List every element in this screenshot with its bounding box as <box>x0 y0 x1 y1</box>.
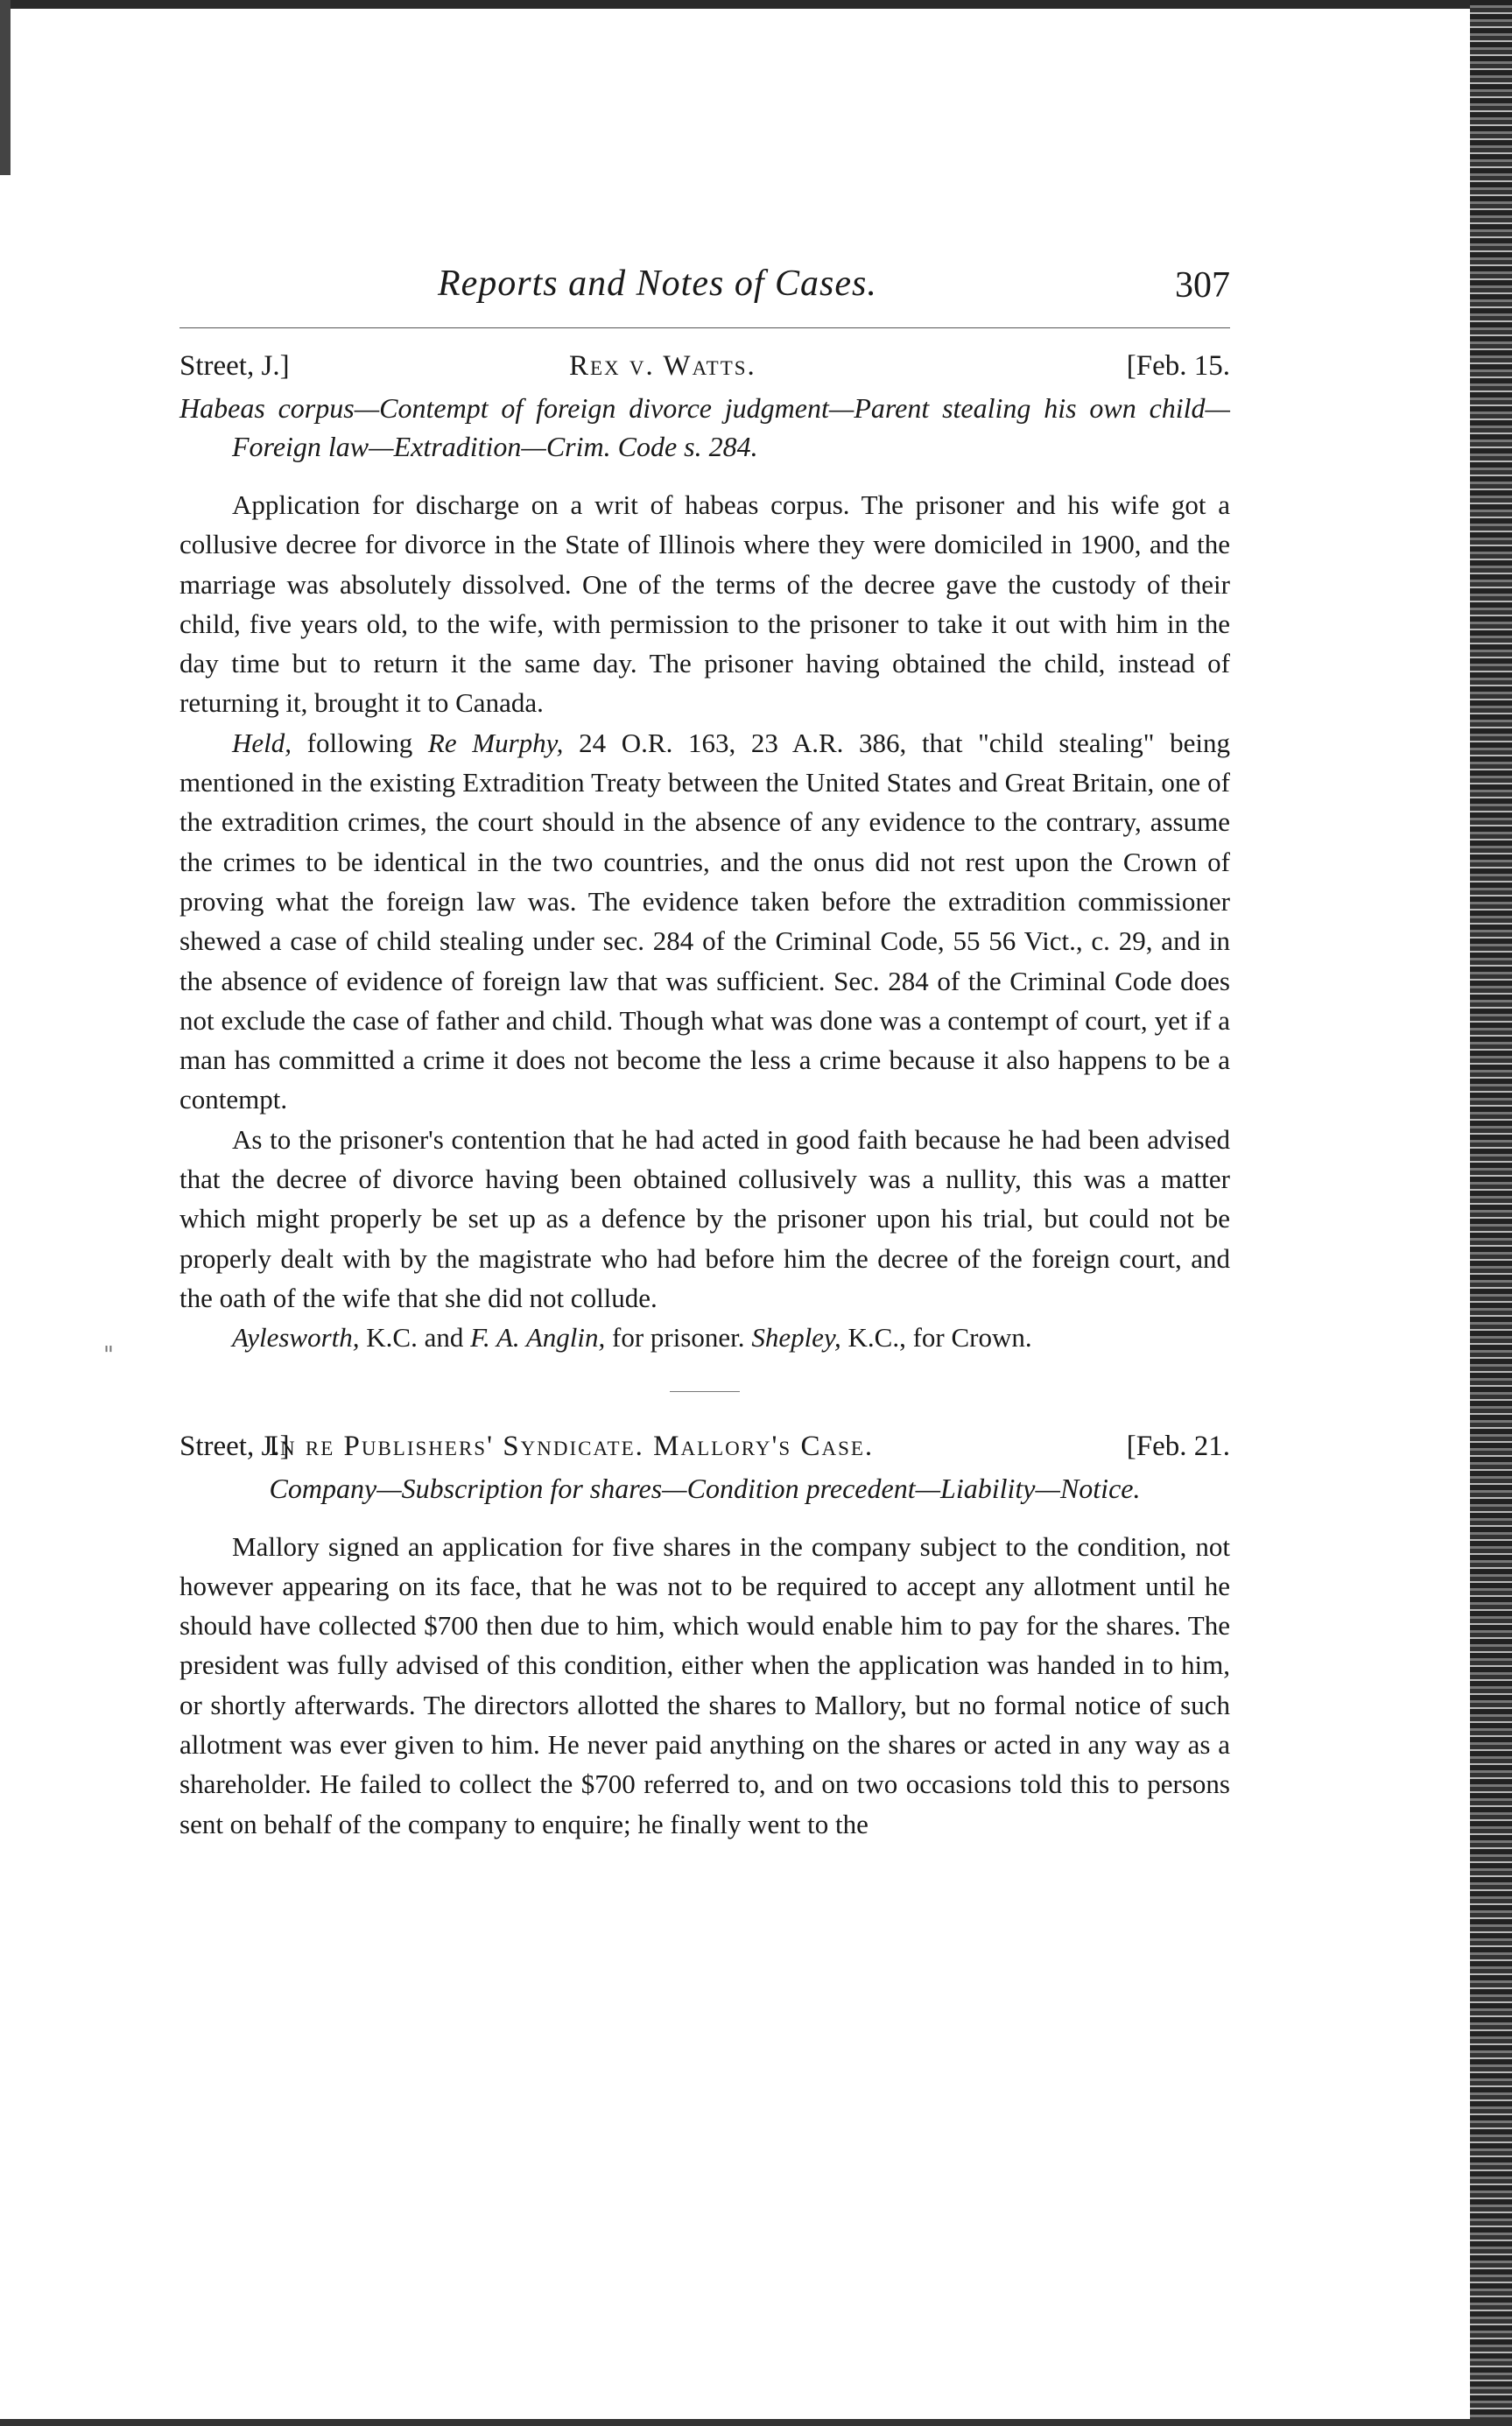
case-headnote: Habeas corpus—Contempt of foreign divorce judgment—Parent stealing his own child—Foreign law—Extradition—Crim. Code s. 284. <box>179 392 1230 462</box>
case-line <box>179 1424 1230 1469</box>
case-rex-v-watts <box>179 343 1230 1358</box>
case-title: In re Publishers' Syndicate. Mallory's Case. <box>269 1430 875 1462</box>
cited-case: Re Murphy, <box>427 727 564 758</box>
running-title: Reports and Notes of Cases. <box>438 264 877 304</box>
counsel-name: Aylesworth, <box>232 1322 360 1354</box>
counsel-text: for prisoner. <box>605 1322 752 1354</box>
held-following: following <box>292 727 428 758</box>
scan-border-bottom <box>0 2419 1512 2426</box>
case-date: [Feb. 15. <box>1126 350 1230 382</box>
held-word: Held, <box>232 727 292 758</box>
section-divider <box>670 1391 740 1392</box>
head-rule <box>179 327 1230 328</box>
case-judge: Street, J.] <box>179 1430 290 1462</box>
paragraph: As to the prisoner's contention that he had acted in good faith because he had been advised that the decree of divorce having been obtained collusively was a nullity, this was a matter which might properly be set up as a defence by the prisoner upon his trial, but could not be properly dealt with by the magistrate who had before him the decree of the foreign court, and the oath of the wife that she did not collude. <box>179 1123 1230 1313</box>
case-title: Rex v. Watts. <box>569 350 756 382</box>
scan-border-top <box>0 0 1512 9</box>
case-headnote: Company—Subscription for shares—Condition precedent—Liability—Notice. <box>269 1472 1141 1504</box>
margin-mark: " <box>103 1342 114 1368</box>
scan-border-right <box>1470 0 1512 2426</box>
counsel-name: F. A. Anglin, <box>470 1322 606 1354</box>
case-date: [Feb. 21. <box>1126 1430 1230 1462</box>
counsel-name: Shepley, <box>751 1322 841 1354</box>
counsel-text: K.C., for Crown. <box>840 1322 1032 1354</box>
held-text: 24 O.R. 163, 23 A.R. 386, that "child stealing" being mentioned in the existing Extradition Treaty between the United States and Great Britain, one of the extradition crimes, the court should in the absence of any evidence to the contrary, assume the crimes to be identical in the two countries, and the onus did not rest upon the Crown of proving what the foreign law was. The evidence taken before the extradition commissioner shewed a case of child stealing under sec. 284 of the Criminal Code, 55 56 Vict., c. 29, and in the absence of evidence of foreign law that was sufficient. Sec. 284 of the Criminal Code does not exclude the case of father and child. Though what was done was a contempt of court, yet if a man has committed a crime it does not become the less a crime because it also happens to be a contempt. <box>179 727 1230 1115</box>
counsel-text: K.C. and <box>359 1322 471 1354</box>
case-body <box>179 485 1230 1358</box>
case-publishers-syndicate <box>179 1424 1230 1844</box>
case-line <box>179 343 1230 389</box>
running-head <box>179 254 1230 324</box>
held-paragraph <box>179 723 1230 1120</box>
page-number: 307 <box>1175 265 1230 306</box>
counsel-paragraph <box>179 1318 1230 1357</box>
case-judge: Street, J.] <box>179 350 290 382</box>
page <box>179 254 1230 1844</box>
paragraph: Application for discharge on a writ of habeas corpus. The prisoner and his wife got a collusive decree for divorce in the State of Illinois where they were domiciled in 1900, and the marriage was absolutely dissolved. One of the terms of the decree gave the custody of their child, five years old, to the wife, with permission to the prisoner to take it out with him in the day time but to return it the same day. The prisoner having obtained the child, instead of returning it, brought it to Canada. <box>179 489 1230 719</box>
case-body <box>179 1527 1230 1844</box>
paragraph: Mallory signed an application for five shares in the company subject to the condition, not however appearing on its face, that he was not to be required to accept any allotment until he should have collected $700 then due to him, which would enable him to pay for the shares. The president was fully advised of this condition, either when the application was handed in to him, or shortly afterwards. The directors allotted the shares to Mallory, but no formal notice of such allotment was ever given to him. He never paid anything on the shares or acted in any way as a shareholder. He failed to collect the $700 referred to, and on two occasions told this to persons sent on behalf of the company to enquire; he finally went to the <box>179 1530 1230 1839</box>
scan-border-left <box>0 0 11 175</box>
